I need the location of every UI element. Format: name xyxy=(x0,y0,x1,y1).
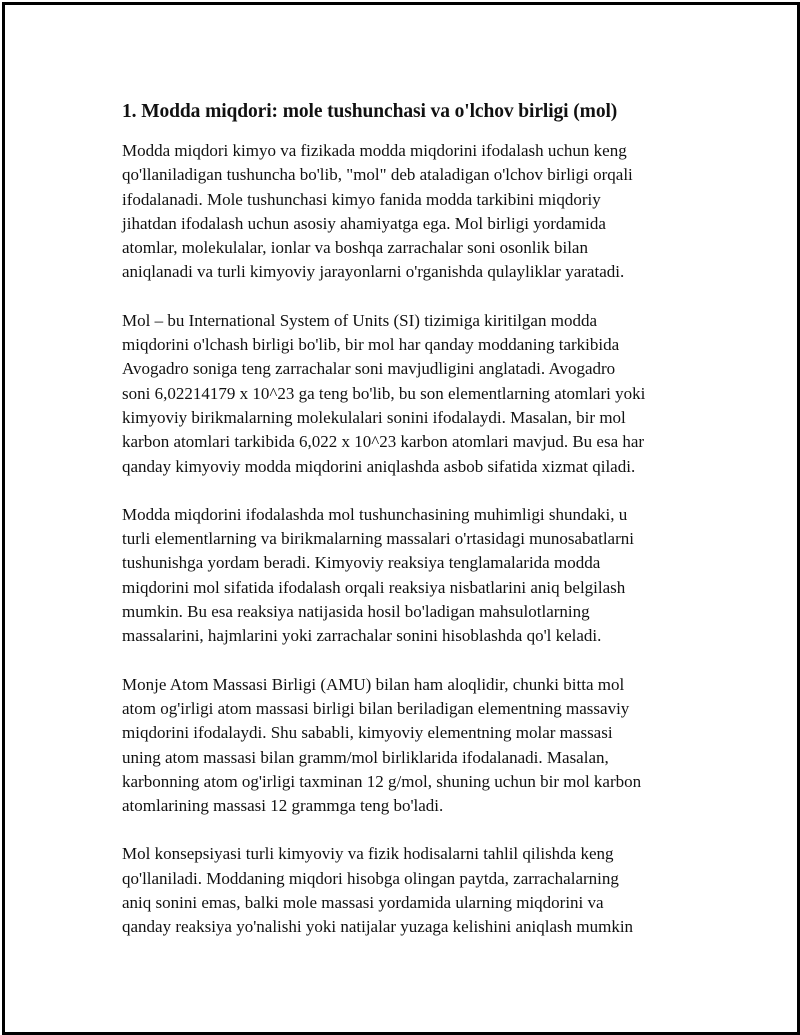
section-heading: 1. Modda miqdori: mole tushunchasi va o'lchov birligi (mol) xyxy=(122,101,618,122)
text-line: qanday kimyoviy modda miqdorini aniqlashda asbob sifatida xizmat qiladi. xyxy=(122,456,636,476)
text-line: Mol – bu International System of Units (SI) tizimiga kiritilgan modda xyxy=(122,310,597,330)
paragraph-2 xyxy=(122,309,707,479)
paragraph-1 xyxy=(122,139,707,285)
text-line: karbonning atom og'irligi taxminan 12 g/mol, shuning uchun bir mol karbon xyxy=(122,771,642,791)
text-line: qo'llaniladi. Moddaning miqdori hisobga olingan paytda, zarrachalarning xyxy=(122,868,619,888)
text-line: turli elementlarning va birikmalarning massalari o'rtasidagi munosabatlarni xyxy=(122,529,634,549)
text-line: atomlar, molekulalar, ionlar va boshqa zarrachalar soni osonlik bilan xyxy=(122,238,588,258)
text-line: atomlarining massasi 12 grammga teng bo'ladi. xyxy=(122,796,444,816)
text-line: uning atom massasi bilan gramm/mol birliklarida ifodalanadi. Masalan, xyxy=(122,747,609,767)
document-body xyxy=(122,99,707,964)
text-line: Modda miqdori kimyo va fizikada modda miqdorini ifodalash uchun keng xyxy=(122,141,627,160)
text-line: mumkin. Bu esa reaksiya natijasida hosil bo'ladigan mahsulotlarning xyxy=(122,602,590,622)
paragraph-4 xyxy=(122,673,707,819)
text-line: qanday reaksiya yo'nalishi yoki natijalar yuzaga kelishini aniqlash mumkin xyxy=(122,917,634,937)
text-line: Monje Atom Massasi Birligi (AMU) bilan ham aloqlidir, chunki bitta mol xyxy=(122,674,625,694)
text-line: massalarini, hajmlarini yoki zarrachalar sonini hisoblashda qo'l keladi. xyxy=(122,626,602,646)
page-frame xyxy=(2,2,800,1035)
text-line: kimyoviy birikmalarning molekulalari sonini ifodalaydi. Masalan, bir mol xyxy=(122,407,626,427)
text-line: aniq sonini emas, balki mole massasi yordamida ularning miqdorini va xyxy=(122,893,604,913)
text-line: ifodalanadi. Mole tushunchasi kimyo fanida modda tarkibini miqdoriy xyxy=(122,189,601,209)
text-line: miqdorini o'lchash birligi bo'lib, bir mol har qanday moddaning tarkibida xyxy=(122,335,620,355)
text-line: Modda miqdorini ifodalashda mol tushunchasining muhimligi shundaki, u xyxy=(122,504,628,524)
text-line: aniqlanadi va turli kimyoviy jarayonlarni o'rganishda qulayliklar yaratadi. xyxy=(122,262,625,282)
text-line: qo'llaniladigan tushuncha bo'lib, "mol" deb ataladigan o'lchov birligi orqali xyxy=(122,165,633,185)
text-line: atom og'irligi atom massasi birligi bilan beriladigan elementning massaviy xyxy=(122,698,630,718)
text-line: Mol konsepsiyasi turli kimyoviy va fizik hodisalarni tahlil qilishda keng xyxy=(122,844,614,864)
text-line: Avogadro soniga teng zarrachalar soni mavjudligini anglatadi. Avogadro xyxy=(122,359,616,379)
paragraph-3 xyxy=(122,503,707,649)
text-line: karbon atomlari tarkibida 6,022 x 10^23 karbon atomlari mavjud. Bu esa har xyxy=(122,432,645,452)
text-line: miqdorini mol sifatida ifodalash orqali reaksiya nisbatlarini aniq belgilash xyxy=(122,577,626,597)
text-line: miqdorini ifodalaydi. Shu sababli, kimyoviy elementning molar massasi xyxy=(122,723,613,743)
text-line: soni 6,02214179 x 10^23 ga teng bo'lib, bu son elementlarning atomlari yoki xyxy=(122,383,646,403)
text-line: tushunishga yordam beradi. Kimyoviy reaksiya tenglamalarida modda xyxy=(122,553,601,573)
paragraph-5 xyxy=(122,842,707,939)
text-line: jihatdan ifodalash uchun asosiy ahamiyatga ega. Mol birligi yordamida xyxy=(122,213,606,233)
